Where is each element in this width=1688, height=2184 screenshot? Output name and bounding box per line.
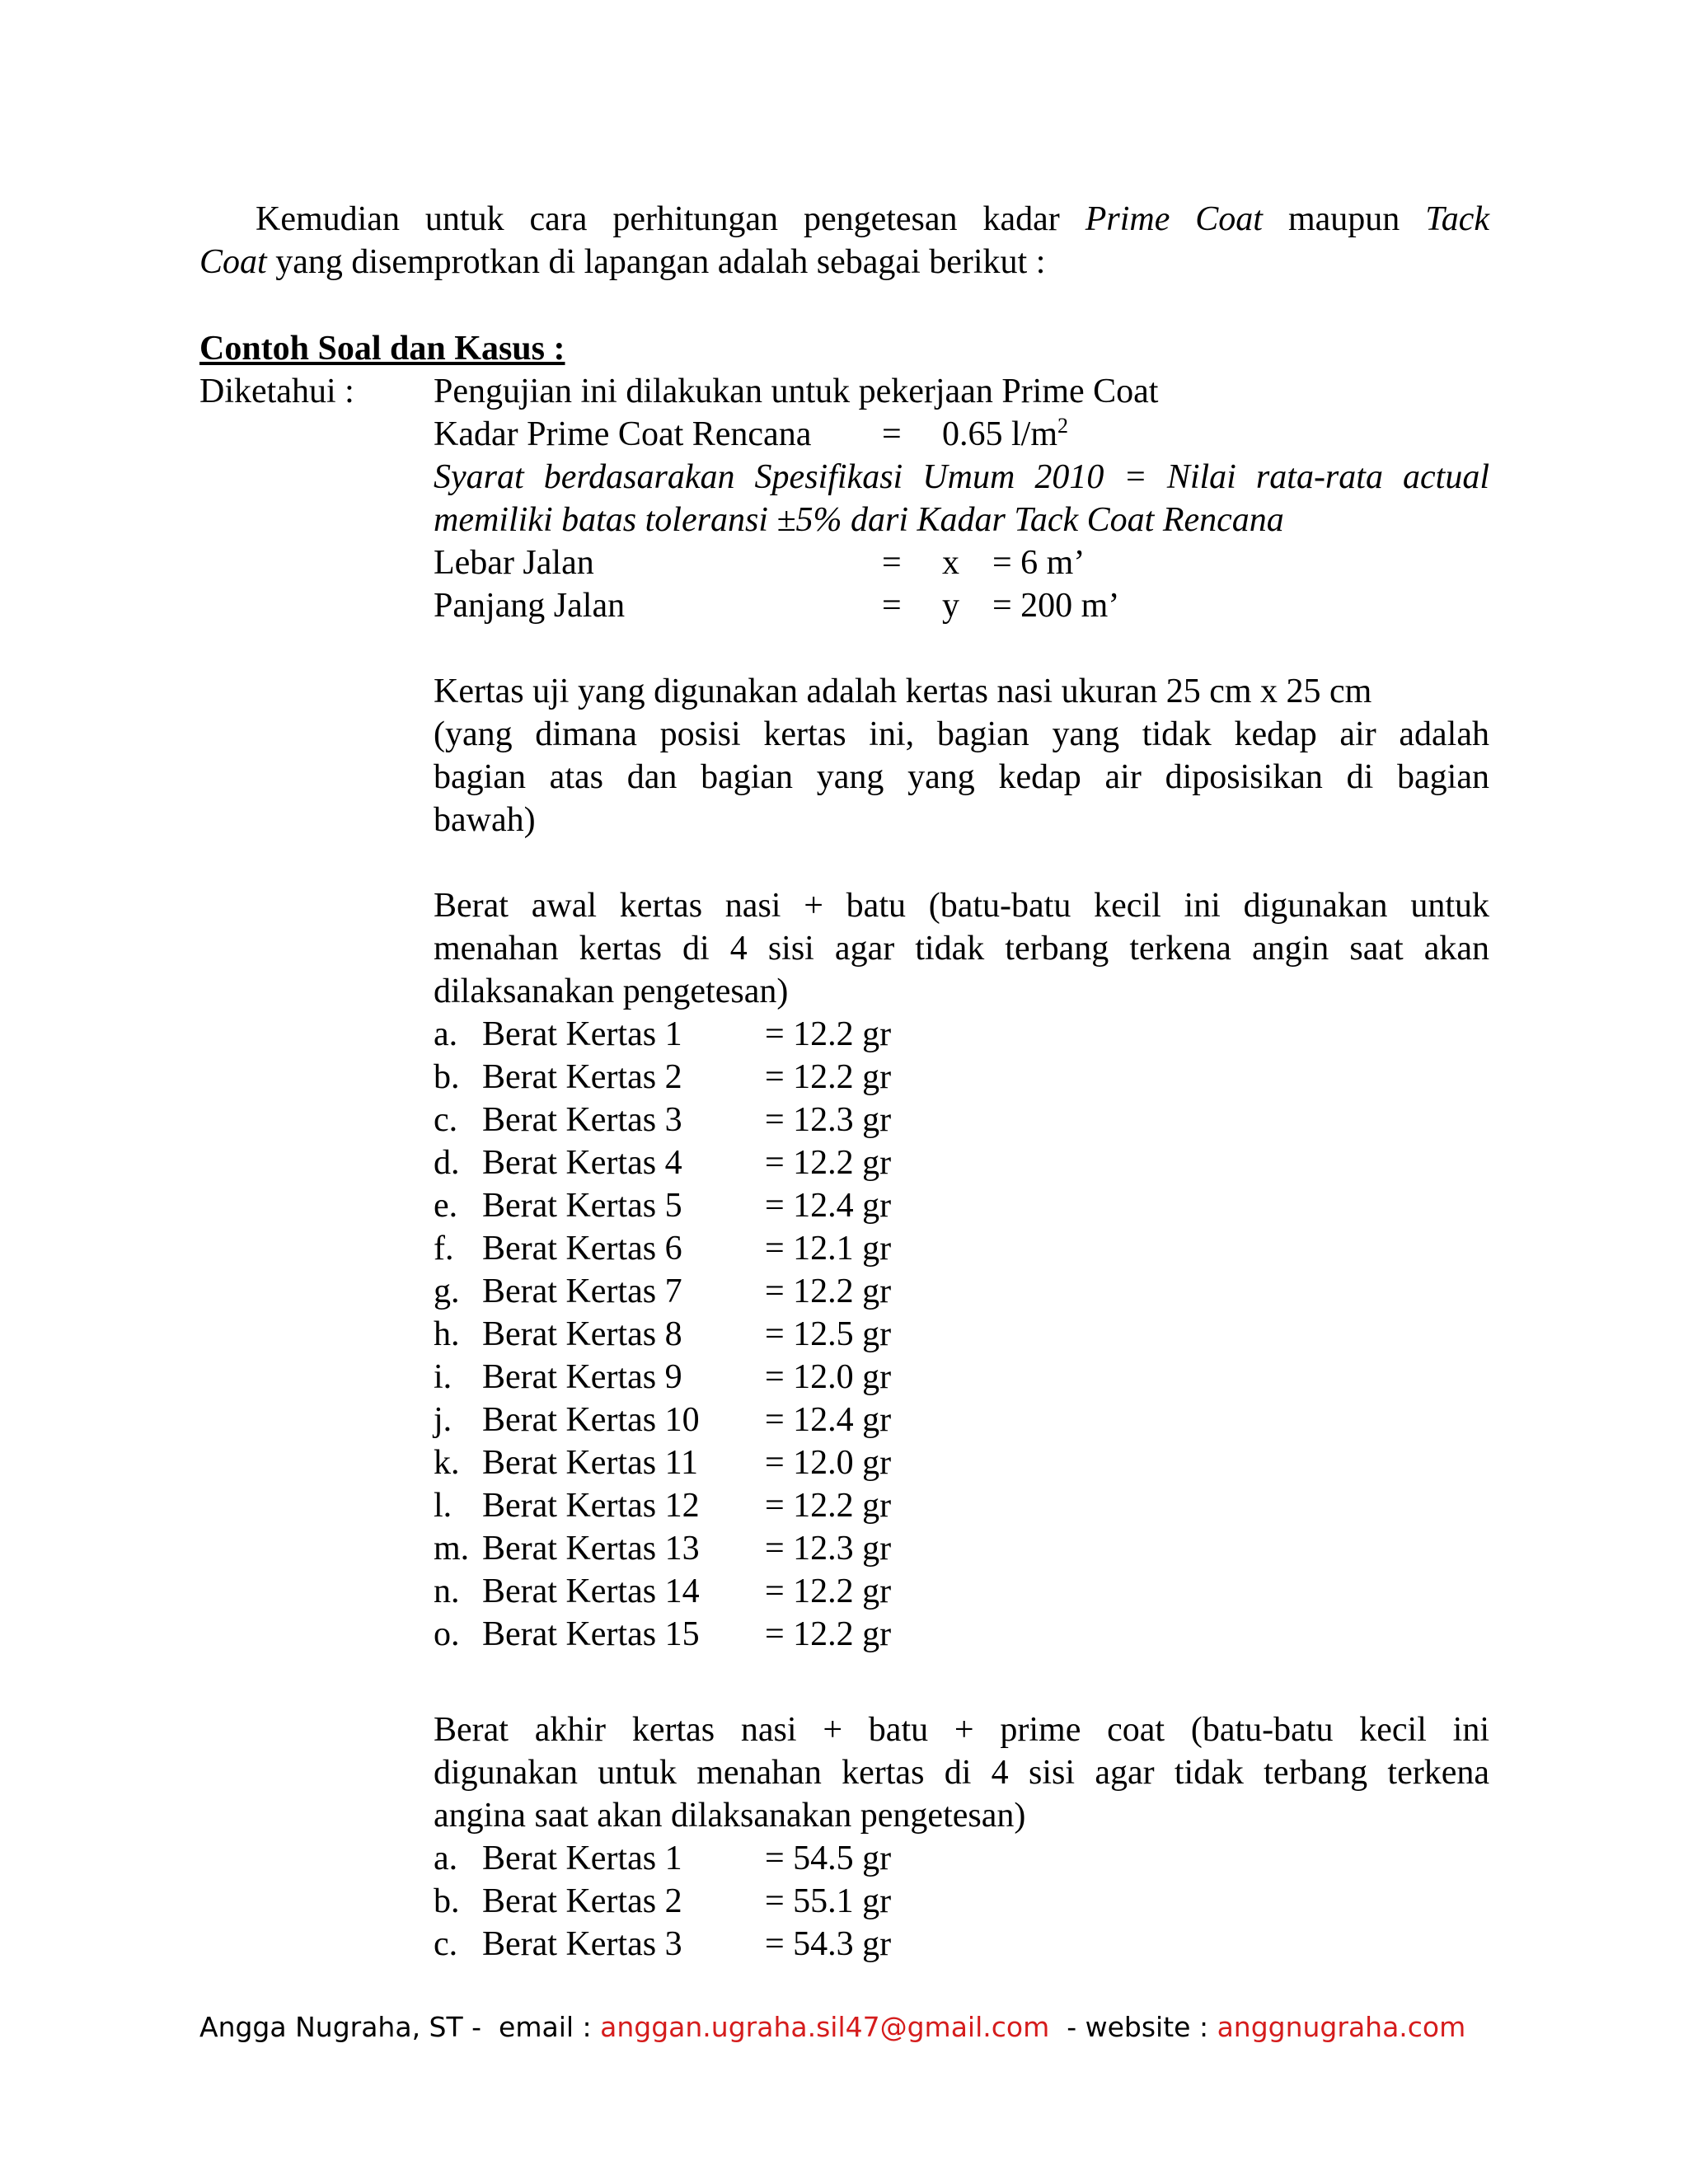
- akhir-line-3: angina saat akan dilaksanakan pengetesan): [434, 1797, 1026, 1835]
- lebar-equals: =: [882, 544, 902, 582]
- list-item-letter: d.: [434, 1144, 460, 1182]
- list-item-letter: h.: [434, 1315, 460, 1353]
- list-item-label: Berat Kertas 8: [482, 1315, 682, 1353]
- kadar-equals: =: [882, 415, 902, 453]
- list-item-value: = 12.2 gr: [765, 1615, 892, 1653]
- list-item-label: Berat Kertas 14: [482, 1572, 700, 1610]
- list-item-letter: m.: [434, 1530, 470, 1568]
- list-item-value: = 12.2 gr: [765, 1015, 892, 1053]
- kadar-label: Kadar Prime Coat Rencana: [434, 415, 812, 453]
- list-item-letter: b.: [434, 1882, 460, 1920]
- list-item-letter: b.: [434, 1058, 460, 1096]
- lebar-label: Lebar Jalan: [434, 544, 594, 582]
- list-item-letter: l.: [434, 1487, 452, 1525]
- list-item-letter: n.: [434, 1572, 460, 1610]
- list-item-value: = 12.3 gr: [765, 1530, 892, 1568]
- known-line-1: Pengujian ini dilakukan untuk pekerjaan Prime Coat: [434, 373, 1159, 410]
- list-item-label: Berat Kertas 1: [482, 1015, 682, 1053]
- list-item-label: Berat Kertas 1: [482, 1840, 682, 1877]
- list-item-value: = 54.5 gr: [765, 1840, 892, 1877]
- intro-line-1: Kemudian untuk cara perhitungan pengetesan kadar Prime Coat maupun Tack: [256, 200, 1489, 238]
- list-item-value: = 12.2 gr: [765, 1144, 892, 1182]
- list-item-label: Berat Kertas 10: [482, 1401, 700, 1439]
- list-item-letter: c.: [434, 1925, 458, 1963]
- list-item-value: = 55.1 gr: [765, 1882, 892, 1920]
- list-item-letter: g.: [434, 1272, 460, 1310]
- panjang-equals: =: [882, 587, 902, 625]
- page-footer: Angga Nugraha, ST - email : anggan.ugraha.sil47@gmail.com - website : anggnugraha.com: [199, 2011, 1466, 2043]
- kertas-line-3: bagian atas dan bagian yang yang kedap air diposisikan di bagian: [434, 758, 1489, 796]
- list-item-letter: a.: [434, 1840, 458, 1877]
- syarat-line-2: memiliki batas toleransi ±5% dari Kadar Tack Coat Rencana: [434, 501, 1284, 539]
- list-item-letter: i.: [434, 1358, 452, 1396]
- awal-line-1: Berat awal kertas nasi + batu (batu-batu kecil ini digunakan untuk: [434, 887, 1489, 925]
- lebar-value: = 6 m’: [992, 544, 1085, 582]
- list-item-value: = 12.5 gr: [765, 1315, 892, 1353]
- panjang-var: y: [942, 587, 959, 625]
- list-item-letter: k.: [434, 1444, 460, 1482]
- list-item-value: = 12.2 gr: [765, 1058, 892, 1096]
- list-item-label: Berat Kertas 4: [482, 1144, 682, 1182]
- section-heading: Contoh Soal dan Kasus :: [199, 330, 565, 368]
- list-item-value: = 12.4 gr: [765, 1401, 892, 1439]
- syarat-line-1: Syarat berdasarakan Spesifikasi Umum 2010 = Nilai rata-rata actual: [434, 458, 1489, 496]
- lebar-var: x: [942, 544, 959, 582]
- list-item-letter: a.: [434, 1015, 458, 1053]
- intro-line-2: Coat yang disemprotkan di lapangan adalah sebagai berikut :: [199, 243, 1046, 281]
- kertas-line-1: Kertas uji yang digunakan adalah kertas nasi ukuran 25 cm x 25 cm: [434, 673, 1372, 710]
- awal-line-3: dilaksanakan pengetesan): [434, 972, 789, 1010]
- list-item-label: Berat Kertas 13: [482, 1530, 700, 1568]
- list-item-label: Berat Kertas 12: [482, 1487, 700, 1525]
- list-item-label: Berat Kertas 5: [482, 1187, 682, 1225]
- list-item-letter: j.: [434, 1401, 452, 1439]
- list-item-value: = 54.3 gr: [765, 1925, 892, 1963]
- kertas-line-4: bawah): [434, 801, 536, 839]
- list-item-value: = 12.4 gr: [765, 1187, 892, 1225]
- list-item-letter: e.: [434, 1187, 458, 1225]
- list-item-value: = 12.3 gr: [765, 1101, 892, 1139]
- list-item-label: Berat Kertas 6: [482, 1230, 682, 1268]
- list-item-value: = 12.0 gr: [765, 1444, 892, 1482]
- list-item-value: = 12.0 gr: [765, 1358, 892, 1396]
- list-item-label: Berat Kertas 9: [482, 1358, 682, 1396]
- list-item-label: Berat Kertas 7: [482, 1272, 682, 1310]
- akhir-line-1: Berat akhir kertas nasi + batu + prime coat (batu-batu kecil ini: [434, 1711, 1489, 1749]
- list-item-value: = 12.2 gr: [765, 1272, 892, 1310]
- list-item-label: Berat Kertas 3: [482, 1101, 682, 1139]
- footer-website[interactable]: anggnugraha.com: [1217, 2011, 1466, 2043]
- list-item-label: Berat Kertas 3: [482, 1925, 682, 1963]
- awal-line-2: menahan kertas di 4 sisi agar tidak terbang terkena angin saat akan: [434, 930, 1489, 968]
- list-item-label: Berat Kertas 15: [482, 1615, 700, 1653]
- list-item-value: = 12.1 gr: [765, 1230, 892, 1268]
- list-item-letter: f.: [434, 1230, 454, 1268]
- list-item-letter: c.: [434, 1101, 458, 1139]
- list-item-label: Berat Kertas 11: [482, 1444, 699, 1482]
- kadar-value: 0.65 $l/m^2$: [942, 414, 1069, 453]
- kertas-line-2: (yang dimana posisi kertas ini, bagian yang tidak kedap air adalah: [434, 715, 1489, 753]
- panjang-value: = 200 m’: [992, 587, 1120, 625]
- known-label: Diketahui :: [199, 373, 354, 410]
- list-item-letter: o.: [434, 1615, 460, 1653]
- list-item-label: Berat Kertas 2: [482, 1882, 682, 1920]
- panjang-label: Panjang Jalan: [434, 587, 626, 625]
- list-item-value: = 12.2 gr: [765, 1572, 892, 1610]
- akhir-line-2: digunakan untuk menahan kertas di 4 sisi agar tidak terbang terkena: [434, 1754, 1489, 1792]
- footer-email[interactable]: anggan.ugraha.sil47@gmail.com: [600, 2011, 1050, 2043]
- list-item-value: = 12.2 gr: [765, 1487, 892, 1525]
- list-item-label: Berat Kertas 2: [482, 1058, 682, 1096]
